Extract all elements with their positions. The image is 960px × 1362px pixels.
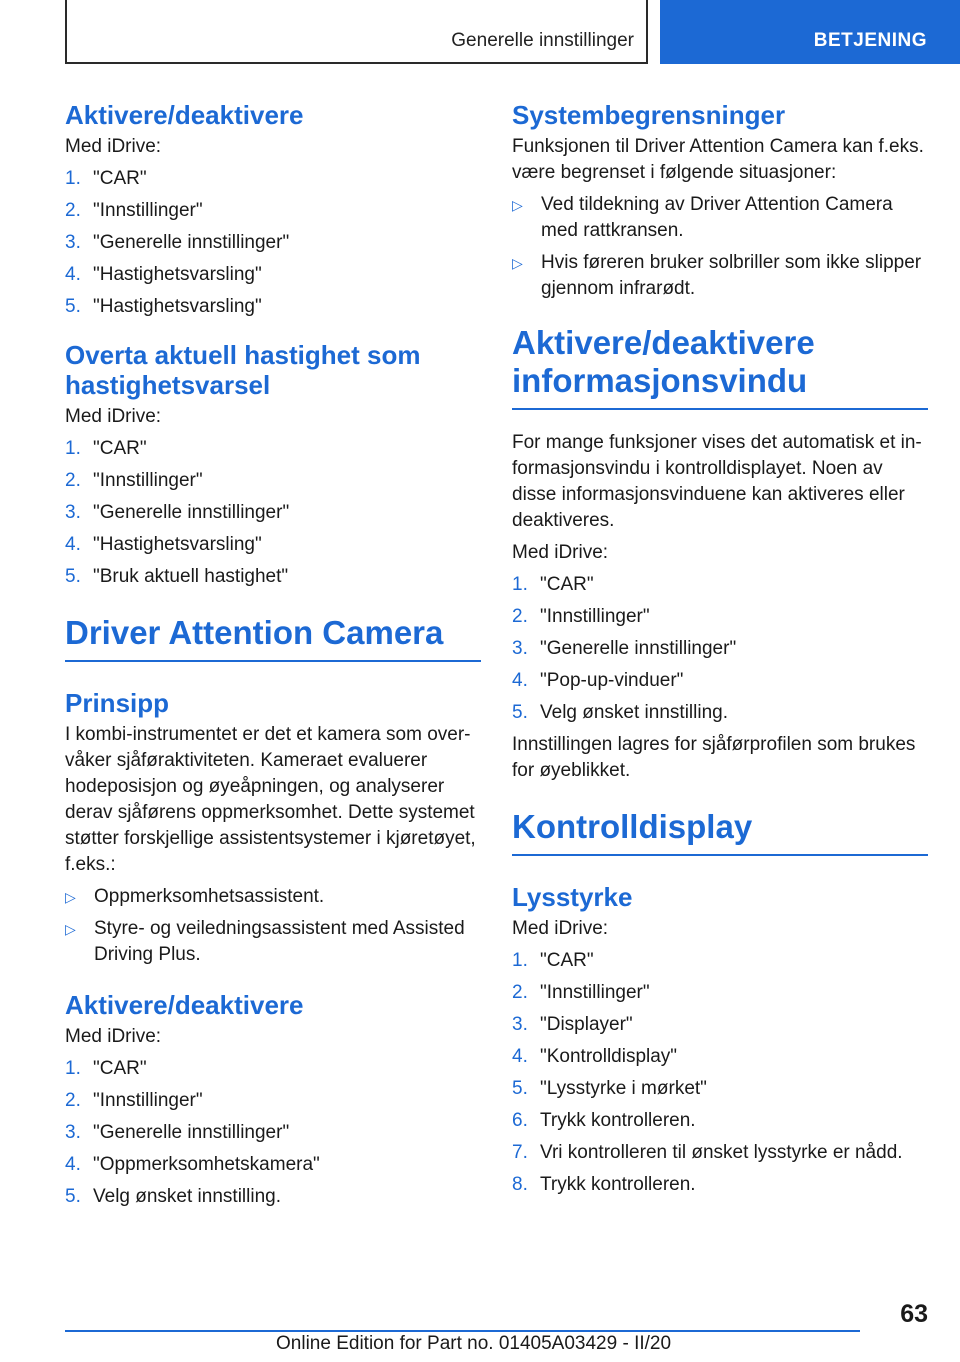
- header-chapter-title: BETJENING: [813, 30, 927, 51]
- heading-activate-deactivate-1: Aktivere/deaktivere: [65, 100, 304, 130]
- heading-take-over-speed: Overta aktuell hastighet som hastighetsvarsel: [65, 340, 421, 400]
- list-item: 5. Velg ønsket innstilling.: [512, 702, 728, 723]
- header-chapter-box: [660, 0, 960, 64]
- steps-list-4: [512, 572, 928, 726]
- left-column: [65, 100, 481, 1210]
- page-number: 63: [900, 1300, 928, 1328]
- system-limits-text: Funksjonen til Driver Attention Camera kan f.eks. være begrenset i følgende situasjoner:: [512, 136, 924, 183]
- list-item: ▷ Oppmerksomhetsassistent.: [65, 884, 481, 910]
- list-item: 3. "Generelle innstillinger": [512, 638, 737, 659]
- info-window-outro: Innstillingen lagres for sjåførprofilen som brukes for øyeblikket.: [512, 734, 916, 781]
- list-item: 1. "CAR": [65, 1058, 147, 1079]
- list-item: 2. "Innstillinger": [512, 606, 650, 627]
- list-item: 4. "Pop-up-vinduer": [512, 670, 684, 691]
- list-item: 3. "Generelle innstillinger": [65, 502, 290, 523]
- heading-info-window: Aktivere/deaktivere informasjonsvindu: [512, 324, 928, 410]
- triangle-bullet-icon: ▷: [65, 921, 76, 937]
- info-window-text: For mange funksjoner vises det automatisk et informasjonsvindu i kontrolldisplayet. Noen av disse informasjonsvinduene kan aktiveres eller deaktiveres.: [512, 432, 922, 531]
- heading-brightness: Lysstyrke: [512, 882, 633, 912]
- triangle-bullet-icon: ▷: [512, 255, 523, 271]
- list-item: ▷ Styre- og veiledningsassistent med Assisted Driving Plus.: [65, 916, 481, 968]
- list-item: 8. Trykk kontrolleren.: [512, 1174, 696, 1195]
- list-item: ▷ Ved tildekning av Driver Attention Camera med rattkransen.: [512, 192, 928, 244]
- list-item: 5. "Bruk aktuell hastighet": [65, 566, 289, 587]
- list-item: 4. "Oppmerksomhetskamera": [65, 1154, 320, 1175]
- list-item: ▷ Hvis føreren bruker solbriller som ikke slipper gjennom infrarødt.: [512, 250, 928, 302]
- list-item: 1. "CAR": [65, 168, 147, 189]
- list-item: 2. "Innstillinger": [65, 1090, 203, 1111]
- intro-text: Med iDrive:: [65, 136, 162, 157]
- principle-text: I kombi-instrumentet er det et kamera som overvåker sjåføraktiviteten. Kameraet evaluerer hodeposisjon og øyeåpningen, og analyserer derav sjåførens oppmerksomhet. Dette systemet støtter forskjellige assistentsystemer i kjøretøyet, f.eks.:: [65, 724, 476, 875]
- footer-edition: Online Edition for Part no. 01405A03429 - II/20: [276, 1333, 672, 1354]
- list-item: 3. "Generelle innstillinger": [65, 1122, 290, 1143]
- list-item: 6. Trykk kontrolleren.: [512, 1110, 696, 1131]
- principle-bullets: [65, 884, 481, 968]
- list-item: 3. "Generelle innstillinger": [65, 232, 290, 253]
- list-item: 2. "Innstillinger": [512, 982, 650, 1003]
- heading-system-limits: Systembegrensninger: [512, 100, 786, 130]
- list-item: 2. "Innstillinger": [65, 470, 203, 491]
- list-item: 5. "Hastighetsvarsling": [65, 296, 262, 317]
- steps-list-2: [65, 436, 481, 590]
- footer-divider: [65, 1330, 860, 1332]
- header-section-box: [65, 0, 648, 64]
- heading-control-display: Kontrolldisplay: [512, 808, 928, 856]
- triangle-bullet-icon: ▷: [512, 197, 523, 213]
- steps-list-5: [512, 948, 928, 1198]
- heading-principle: Prinsipp: [65, 688, 170, 718]
- intro-text: Med iDrive:: [65, 406, 162, 427]
- list-item: 2. "Innstillinger": [65, 200, 203, 221]
- steps-list-3: [65, 1056, 481, 1210]
- intro-text: Med iDrive:: [512, 918, 609, 939]
- heading-driver-attention-camera: Driver Attention Camera: [65, 614, 481, 662]
- list-item: 1. "CAR": [512, 950, 594, 971]
- list-item: 4. "Hastighetsvarsling": [65, 534, 262, 555]
- header-section-title: Generelle innstillinger: [451, 30, 634, 51]
- list-item: 5. "Lysstyrke i mørket": [512, 1078, 707, 1099]
- list-item: 5. Velg ønsket innstilling.: [65, 1186, 281, 1207]
- system-limits-bullets: [512, 192, 928, 302]
- triangle-bullet-icon: ▷: [65, 889, 76, 905]
- right-column: [512, 100, 928, 1198]
- steps-list-1: [65, 166, 481, 320]
- list-item: 4. "Kontrolldisplay": [512, 1046, 678, 1067]
- list-item: 1. "CAR": [512, 574, 594, 595]
- list-item: 3. "Displayer": [512, 1014, 633, 1035]
- list-item: 1. "CAR": [65, 438, 147, 459]
- heading-activate-deactivate-2: Aktivere/deaktivere: [65, 990, 304, 1020]
- intro-text: Med iDrive:: [65, 1026, 162, 1047]
- intro-text: Med iDrive:: [512, 542, 609, 563]
- list-item: 4. "Hastighetsvarsling": [65, 264, 262, 285]
- list-item: 7. Vri kontrolleren til ønsket lysstyrke er nådd.: [512, 1142, 903, 1163]
